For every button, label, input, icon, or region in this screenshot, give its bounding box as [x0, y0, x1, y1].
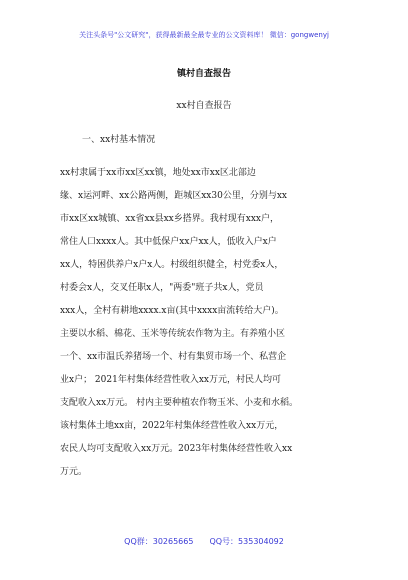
body-line: xxx人，全村有耕地xxxx.x亩(其中xxxx亩流转给大户)。	[60, 306, 284, 316]
body-line: xx村隶属于xx市xx区xx镇，地处xx市xx区北部边	[60, 168, 256, 178]
footer-contact: QQ群：30265665 QQ号：535304092	[124, 537, 284, 546]
body-line: 业x户； 2021年村集体经营性收入xx万元，村民人均可	[60, 375, 281, 385]
body-line: xx人，特困供养户x户x人。村级组织健全，村党委x人，	[60, 260, 284, 270]
body-line: 主要以水稻、棉花、玉米等传统农作物为主。有养殖小区	[60, 329, 286, 339]
body-line: 万元。	[60, 467, 88, 477]
body-line: 村委会x人，交叉任职x人，"两委"班子共x人，党员	[60, 283, 264, 293]
document-title: 镇村自查报告	[176, 69, 231, 79]
body-line: 缘、x运河畔、xx公路两侧，距城区xx30公里，分别与xx	[60, 191, 287, 201]
body-line: 市xx区xx城镇、xx省xx县xx乡搭界。我村现有xxx户，	[60, 214, 279, 224]
body-line: 一个、xx市温氏养猪场一个、村有集贸市场一个、私营企	[60, 352, 287, 362]
body-line: 该村集体土地xx亩，2022年村集体经营性收入xx万元，	[60, 421, 284, 431]
document-subtitle: xx村自查报告	[176, 101, 232, 111]
body-line: 支配收入xx万元。 村内主要种植农作物玉米、小麦和水稻。	[60, 398, 299, 408]
header-note: 关注头条号"公文研究"，获得最新最全最专业的公文资料库！ 微信：gongwenyj	[79, 31, 329, 39]
body-line: 常住人口xxxx人。其中低保户xx户xx人，低收入户x户	[60, 237, 277, 247]
section-heading: 一、xx村基本情况	[82, 135, 156, 145]
body-line: 农民人均可支配收入xx万元。2023年村集体经营性收入xx	[60, 444, 293, 454]
